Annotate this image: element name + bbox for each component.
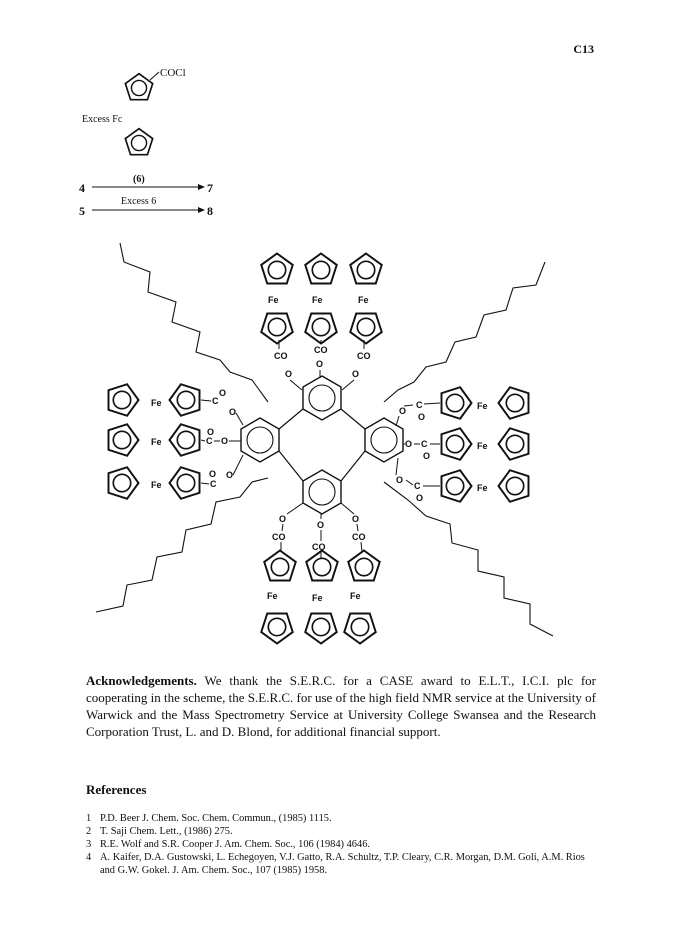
central-aryl-rings	[241, 376, 403, 514]
reference-item	[86, 851, 596, 877]
compound-5-label: 5	[79, 204, 85, 218]
bottom-ferrocenes	[261, 503, 380, 644]
fe-label: Fe	[358, 295, 369, 305]
oxygen-label: O	[229, 407, 237, 417]
carbon-label: C	[212, 396, 219, 406]
macrocycle-structure	[96, 243, 553, 636]
oxygen-label: O	[221, 436, 229, 446]
right-ferrocenes	[396, 387, 529, 503]
fe-label: Fe	[151, 437, 162, 447]
reference-number: 4	[86, 852, 92, 863]
carbonyl-label: CO	[312, 542, 326, 552]
reaction-1-reagent: (6)	[133, 174, 145, 185]
top-ferrocenes	[261, 254, 382, 391]
carbon-label: C	[206, 436, 213, 446]
acknowledgements-heading: Acknowledgements.	[86, 673, 197, 688]
references-heading: References	[86, 782, 147, 797]
oxygen-label: O	[207, 427, 215, 437]
excess-fc-label: Excess Fc	[82, 114, 123, 125]
oxygen-label: O	[279, 514, 287, 524]
reaction-2-reagent: Excess 6	[121, 196, 157, 207]
acyl-chloride-label: COCl	[160, 67, 186, 79]
fe-label: Fe	[477, 441, 488, 451]
oxygen-label: O	[285, 369, 293, 379]
fe-label: Fe	[151, 398, 162, 408]
left-ferrocenes	[109, 384, 244, 499]
fe-label: Fe	[312, 593, 323, 603]
references-list	[86, 812, 596, 877]
acknowledgements-text: We thank the S.E.R.C. for a CASE award to E.L.T., I.C.I. plc for cooperating in the scheme, the S.E.R.C. for use of the high field NMR service at the University of Warwick and the Mass Spectrometry Service at University College Swansea and the Research Corporation Trust, L. and D. Blond, for additional financial support.	[86, 673, 597, 739]
oxygen-label: O	[399, 406, 407, 416]
reference-item	[86, 812, 596, 825]
fe-label: Fe	[477, 483, 488, 493]
reference-number: 1	[86, 813, 92, 824]
reference-number: 2	[86, 826, 92, 837]
ferrocenoyl-chloride-structure	[82, 67, 186, 155]
carbonyl-label: CO	[272, 532, 286, 542]
acknowledgements-paragraph	[86, 672, 596, 740]
fe-label: Fe	[312, 295, 323, 305]
carbonyl-label: CO	[357, 351, 371, 361]
reference-text: R.E. Wolf and S.R. Cooper J. Am. Chem. Soc., 106 (1984) 4646.	[100, 839, 370, 850]
oxygen-label: O	[352, 369, 360, 379]
carbonyl-label: CO	[274, 351, 288, 361]
carbonyl-label: CO	[314, 345, 328, 355]
oxygen-label: O	[418, 412, 426, 422]
carbon-label: C	[414, 481, 421, 491]
carbonyl-label: CO	[352, 532, 366, 542]
oxygen-label: O	[405, 439, 413, 449]
reference-text: P.D. Beer J. Chem. Soc. Chem. Commun., (1985) 1115.	[100, 813, 332, 824]
oxygen-label: O	[209, 469, 217, 479]
fe-label: Fe	[350, 591, 361, 601]
fe-label: Fe	[477, 401, 488, 411]
carbon-label: C	[210, 479, 217, 489]
carbon-label: C	[416, 400, 423, 410]
reference-item	[86, 825, 596, 838]
oxygen-label: O	[316, 359, 324, 369]
fe-label: Fe	[267, 591, 278, 601]
fe-label: Fe	[151, 480, 162, 490]
oxygen-label: O	[416, 493, 424, 503]
page-number: C13	[573, 42, 594, 56]
compound-8-label: 8	[207, 204, 213, 218]
reaction-arrows	[79, 174, 213, 218]
compound-7-label: 7	[207, 181, 213, 195]
oxygen-label: O	[317, 520, 325, 530]
reference-item	[86, 838, 596, 851]
oxygen-label: O	[352, 514, 360, 524]
reference-text: A. Kaifer, D.A. Gustowski, L. Echegoyen, V.J. Gatto, R.A. Schultz, T.P. Cleary, C.R. Morgan, D.M. Goli, A.M. Rios and G.W. Gokel. J. Am. Chem. Soc., 107 (1985) 1958.	[100, 852, 585, 876]
compound-4-label: 4	[79, 181, 85, 195]
oxygen-label: O	[423, 451, 431, 461]
reference-text: T. Saji Chem. Lett., (1986) 275.	[100, 826, 233, 837]
oxygen-label: O	[396, 475, 404, 485]
oxygen-label: O	[219, 388, 227, 398]
reference-number: 3	[86, 839, 92, 850]
fe-label: Fe	[268, 295, 279, 305]
oxygen-label: O	[226, 470, 234, 480]
carbon-label: C	[421, 439, 428, 449]
